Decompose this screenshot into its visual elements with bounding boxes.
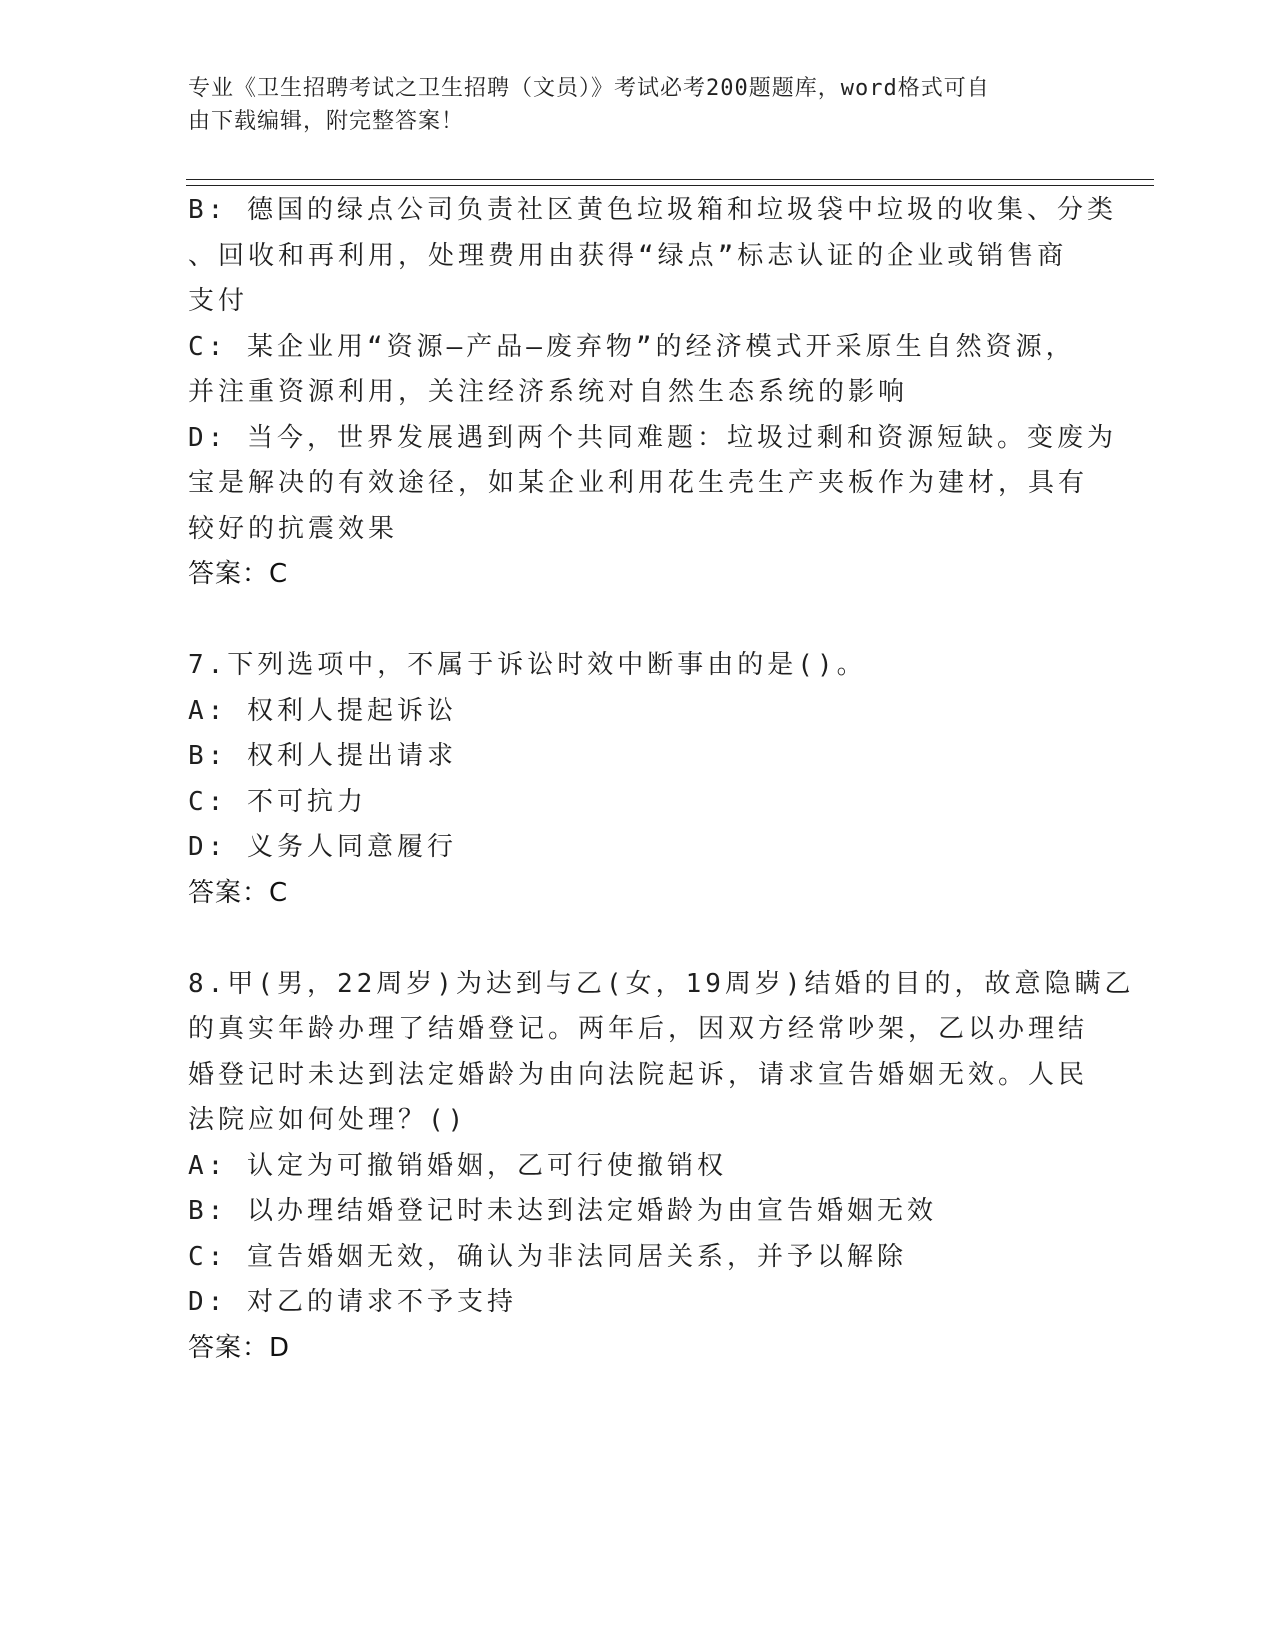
- q8-option-a: A: 认定为可撤销婚姻，乙可行使撤销权: [188, 1150, 727, 1181]
- q6-answer: 答案：C: [188, 559, 289, 589]
- q8-option-b: B: 以办理结婚登记时未达到法定婚龄为由宣告婚姻无效: [188, 1196, 937, 1226]
- document-header: [188, 72, 1068, 138]
- q6-option-d-line-1: D: 当今，世界发展遇到两个共同难题：垃圾过剩和资源短缺。变废为: [188, 422, 1117, 453]
- q8-option-c: C: 宣告婚姻无效，确认为非法同居关系，并予以解除: [188, 1241, 907, 1272]
- q8-answer: 答案：D: [188, 1332, 291, 1363]
- spacer: [188, 916, 1088, 962]
- question-content: [188, 188, 1135, 1371]
- q6-option-d-line-2: 宝是解决的有效途径，如某企业利用花生壳生产夹板作为建材，具有: [188, 468, 1089, 498]
- q6-option-d-line-3: 较好的抗震效果: [188, 513, 399, 544]
- q6-option-c-line-2: 并注重资源利用，关注经济系统对自然生态系统的影响: [188, 377, 909, 407]
- q8-option-d: D: 对乙的请求不予支持: [188, 1287, 517, 1317]
- q7-option-c: C: 不可抗力: [188, 786, 367, 817]
- header-divider-top: [186, 179, 1154, 180]
- q8-question-line-3: 婚登记时未达到法定婚龄为由向法院起诉，请求宣告婚姻无效。人民: [188, 1059, 1089, 1090]
- q6-option-b-line-2: 、回收和再利用，处理费用由获得“绿点”标志认证的企业或销售商: [188, 240, 1068, 271]
- q6-option-b-line-3: 支付: [188, 286, 249, 316]
- q7-option-b: B: 权利人提出请求: [188, 741, 457, 771]
- q8-question-line-2: 的真实年龄办理了结婚登记。两年后，因双方经常吵架，乙以办理结: [188, 1014, 1089, 1044]
- q7-answer: 答案：C: [188, 877, 289, 908]
- header-line-1: 专业《卫生招聘考试之卫生招聘（文员）》考试必考200题题库，word格式可自: [188, 76, 990, 101]
- q8-question-line-1: 8.甲(男，22周岁)为达到与乙(女，19周岁)结婚的目的，故意隐瞒乙: [188, 968, 1135, 999]
- q7-option-d: D: 义务人同意履行: [188, 832, 457, 862]
- q7-option-a: A: 权利人提起诉讼: [188, 695, 457, 726]
- header-line-2: 由下载编辑，附完整答案！: [188, 109, 465, 134]
- question-6-continued: [188, 188, 1117, 598]
- q6-option-c-line-1: C: 某企业用“资源—产品—废弃物”的经济模式开采原生自然资源，: [188, 331, 1076, 362]
- q8-question-line-4: 法院应如何处理？(): [188, 1105, 468, 1135]
- question-8: [188, 962, 1135, 1372]
- header-divider-bottom: [186, 185, 1154, 186]
- q6-option-b-line-1: B: 德国的绿点公司负责社区黄色垃圾箱和垃圾袋中垃圾的收集、分类: [188, 195, 1117, 225]
- spacer: [188, 598, 1088, 644]
- question-7: [188, 643, 1088, 916]
- q7-question-text: 7.下列选项中，不属于诉讼时效中断事由的是()。: [188, 650, 867, 680]
